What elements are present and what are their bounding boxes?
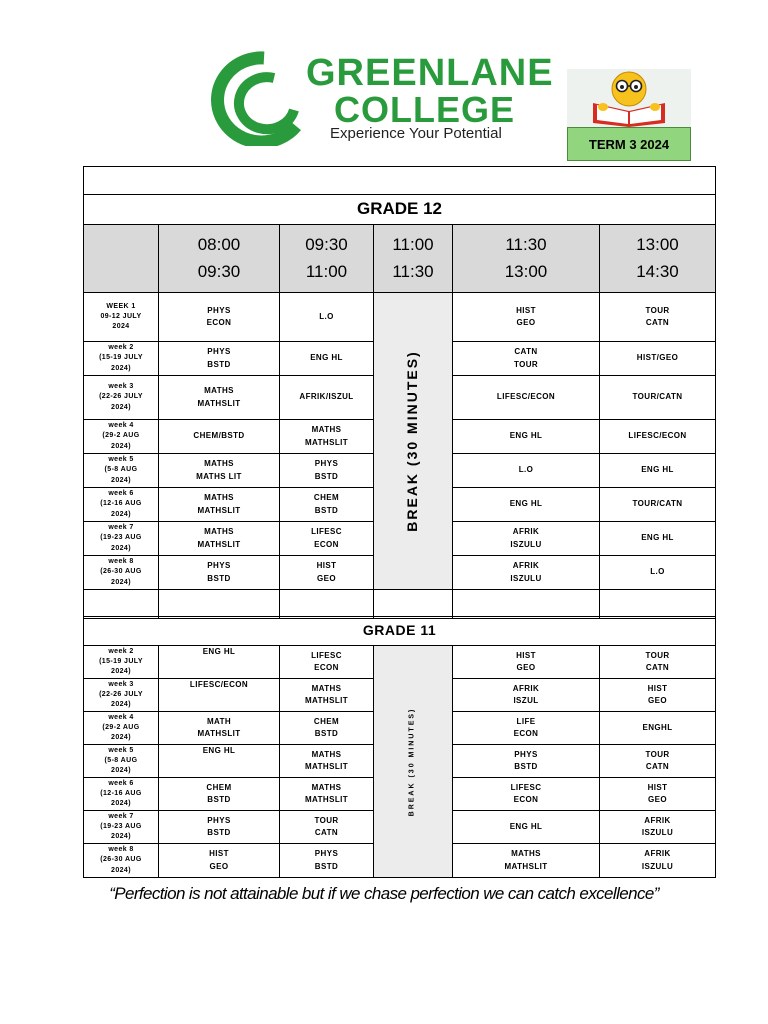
subject-cell [453, 376, 600, 420]
term-badge [567, 69, 691, 163]
subject-cell [280, 778, 374, 811]
cell-line: L.O [518, 465, 534, 475]
cell-line: 2024) [111, 668, 131, 676]
week-label [84, 778, 159, 811]
cell-line: AFRIK [644, 815, 671, 825]
subject-cell [453, 778, 600, 811]
cell-line: HIST/GEO [636, 353, 679, 363]
subject-cell [280, 844, 374, 878]
cell-line: GEO [516, 318, 536, 327]
week-label [84, 679, 159, 712]
cell-line: 2024 [112, 323, 130, 331]
subject-cell [280, 679, 374, 712]
cell-line: ISZULU [641, 861, 674, 871]
week-label [84, 556, 159, 590]
time-slot-4 [453, 225, 600, 293]
subject-cell [600, 811, 716, 844]
subject-cell [280, 556, 374, 590]
grade11-row [84, 646, 716, 679]
cell-line: BSTD [207, 795, 231, 804]
subject-cell [280, 522, 374, 556]
cell-line: (26-30 AUG [100, 856, 142, 864]
subject-cell [453, 420, 600, 454]
cell-line: PHYS [514, 749, 538, 759]
subject-cell [280, 712, 374, 745]
time-end: 09:30 [197, 261, 241, 281]
cell-line: BSTD [207, 573, 231, 583]
subject-cell [159, 844, 280, 878]
subject-cell [453, 745, 600, 778]
week-label [84, 811, 159, 844]
cell-line: BSTD [207, 828, 231, 837]
cell-line: CHEM [313, 493, 340, 503]
break-label: BREAK (30 MINUTES) [404, 350, 421, 532]
subject-cell [280, 342, 374, 376]
cell-line: PHYS [207, 815, 231, 825]
subject-cell [600, 778, 716, 811]
cell-line: MATHS [511, 849, 541, 859]
week-label [84, 712, 159, 745]
week-label [84, 293, 159, 342]
time-start: 11:00 [392, 235, 434, 255]
cell-line: (5-8 AUG [104, 466, 138, 474]
cell-line: GEO [317, 573, 336, 583]
cell-line: (29-2 AUG [102, 723, 140, 731]
cell-line: ENG HL [310, 353, 343, 363]
subject-cell [280, 745, 374, 778]
week-label [84, 488, 159, 522]
cell-line: CATN [645, 663, 670, 672]
subject-cell [159, 778, 280, 811]
cell-line: HIST [209, 849, 229, 859]
subject-cell [453, 342, 600, 376]
time-end: 11:30 [392, 261, 434, 281]
subject-cell [280, 420, 374, 454]
break-cell [374, 646, 453, 878]
subject-cell [159, 342, 280, 376]
subject-cell [453, 712, 600, 745]
subject-cell [280, 811, 374, 844]
cell-line: CHEM/BSTD [193, 431, 245, 441]
cell-line: ENG HL [641, 465, 674, 475]
cell-line: BSTD [207, 359, 231, 369]
cell-line: week 3 [108, 680, 134, 688]
cell-line: ENG HL [509, 499, 543, 509]
footer-quote: “Perfection is not attainable but if we chase perfection we can catch excellence” [109, 884, 659, 903]
cell-line: AFRIK/ISZUL [299, 392, 354, 402]
cell-line: (12-16 AUG [100, 500, 142, 508]
cell-line: BSTD [514, 762, 538, 771]
time-start: 13:00 [636, 235, 679, 255]
subject-cell [159, 646, 280, 679]
cell-line: 2024) [111, 544, 131, 552]
time-start: 09:30 [305, 235, 348, 255]
brand-name: GREENLANE [306, 52, 554, 94]
cell-line: MATHSLIT [504, 861, 548, 871]
cell-line: GEO [209, 861, 229, 871]
subject-cell [159, 420, 280, 454]
cell-line: LIFESC [311, 527, 342, 537]
subject-cell [600, 522, 716, 556]
spacer-row [84, 167, 716, 195]
cell-line: week 5 [108, 456, 134, 464]
subject-cell [280, 293, 374, 342]
cell-line: MATHS [204, 386, 234, 396]
week-label [84, 844, 159, 878]
subject-cell [159, 712, 280, 745]
corner-cell [84, 225, 159, 293]
cell-line: (15-19 JULY [99, 657, 143, 665]
cell-line: MATH [206, 716, 232, 726]
cell-line: AFRIK [512, 561, 540, 571]
cell-line: CATN [645, 762, 670, 771]
cell-line: PHYS [314, 849, 339, 859]
cell-line: MATHSLIT [304, 696, 349, 705]
cell-line: 2024) [111, 800, 131, 808]
cell-line: (22-26 JULY [99, 690, 143, 698]
empty-cell [374, 590, 453, 619]
cell-line: (22-26 JULY [99, 393, 143, 401]
subject-cell [600, 420, 716, 454]
subject-cell [453, 646, 600, 679]
cell-line: week 7 [108, 524, 134, 532]
subject-cell [159, 811, 280, 844]
time-slot-3 [374, 225, 453, 293]
break-label: BREAK (30 MINUTES) [408, 707, 416, 816]
cell-line: MATHS [204, 527, 234, 537]
cell-line: MATHSLIT [304, 762, 349, 771]
cell-line: MATHS [311, 425, 342, 435]
cell-line: week 2 [108, 344, 134, 352]
cell-line: TOUR [645, 305, 670, 315]
subject-cell [159, 454, 280, 488]
cell-line: HIST [316, 561, 337, 571]
cell-line: (29-2 AUG [102, 432, 140, 440]
cell-line: PHYS [207, 561, 231, 571]
subject-cell [159, 522, 280, 556]
subject-cell [453, 293, 600, 342]
cell-line: 2024) [111, 866, 131, 874]
cell-line: 2024) [111, 476, 131, 484]
empty-cell [84, 167, 716, 195]
cell-line: LIFESC [311, 650, 342, 660]
cell-line: MATHS [311, 782, 342, 792]
time-end: 13:00 [504, 261, 548, 281]
cell-line: PHYS [314, 459, 339, 469]
cell-line: 2024) [111, 578, 131, 586]
subject-cell [159, 679, 280, 712]
subject-cell [600, 745, 716, 778]
time-start: 11:30 [505, 235, 547, 255]
cell-line: CATN [314, 828, 339, 837]
time-slot-2 [280, 225, 374, 293]
cell-line: GEO [516, 663, 536, 672]
cell-line: (5-8 AUG [104, 756, 138, 764]
cell-line: ECON [513, 795, 539, 804]
subject-cell [159, 293, 280, 342]
blank-row [84, 590, 716, 619]
cell-line: PHYS [207, 347, 231, 357]
cell-line: HIST [516, 305, 536, 315]
subject-cell [280, 454, 374, 488]
cell-line: 2024) [111, 767, 131, 775]
cell-line: ISZULU [510, 573, 542, 583]
cell-line: week 4 [108, 713, 134, 721]
cell-line: 2024) [111, 364, 131, 372]
cell-line: 2024) [111, 701, 131, 709]
time-start: 08:00 [197, 235, 241, 255]
cell-line: week 8 [108, 558, 134, 566]
subject-cell [280, 376, 374, 420]
cell-line: MATHS [204, 493, 234, 503]
cell-line: 09-12 JULY [100, 312, 142, 320]
cell-line: CATN [514, 347, 538, 357]
week-label [84, 646, 159, 679]
subject-cell [159, 376, 280, 420]
cell-line: AFRIK [512, 683, 540, 693]
subject-cell [453, 454, 600, 488]
subject-cell [600, 488, 716, 522]
cell-line: HIST [516, 650, 536, 660]
cell-line: BSTD [314, 861, 339, 871]
subject-cell [600, 646, 716, 679]
cell-line: ENG HL [509, 431, 543, 441]
cell-line: MATHSLIT [197, 539, 241, 549]
subject-cell [600, 342, 716, 376]
week-label [84, 376, 159, 420]
break-cell [374, 293, 453, 590]
subject-cell [280, 488, 374, 522]
cell-line: LIFESC/ECON [189, 680, 249, 689]
cell-line: 2024) [111, 510, 131, 518]
empty-cell [159, 590, 280, 619]
cell-line: 2024) [111, 442, 131, 450]
cell-line: 2024) [111, 403, 131, 411]
cell-line: CATN [645, 318, 670, 327]
grade12-title: GRADE 12 [84, 195, 716, 225]
cell-line: LIFESC/ECON [496, 392, 556, 402]
subject-cell [600, 556, 716, 590]
time-slot-5 [600, 225, 716, 293]
time-end: 14:30 [636, 261, 679, 281]
time-end: 11:00 [305, 261, 348, 281]
cell-line: 2024) [111, 734, 131, 742]
cell-line: ECON [513, 729, 539, 738]
subject-cell [600, 454, 716, 488]
cell-line: ISZUL [513, 696, 539, 705]
cell-line: ECON [314, 539, 339, 549]
cell-line: LIFESC/ECON [628, 431, 687, 441]
cell-line: (26-30 AUG [100, 568, 142, 576]
cell-line: TOUR [645, 650, 670, 660]
week-label [84, 454, 159, 488]
cell-line: ISZULU [641, 828, 674, 837]
term-label: TERM 3 2024 [567, 127, 691, 161]
cell-line: MATHS [311, 683, 342, 693]
cell-line: (19-23 AUG [100, 822, 142, 830]
grade11-title-row [84, 617, 716, 646]
cell-line: WEEK 1 [106, 302, 136, 310]
cell-line: CHEM [313, 716, 340, 726]
cell-line: week 4 [108, 422, 134, 430]
cell-line: LIFESC [510, 782, 542, 792]
cell-line: week 7 [108, 812, 134, 820]
cell-line: MATHSLIT [304, 795, 349, 804]
tagline: Experience Your Potential [330, 125, 502, 142]
week-label [84, 522, 159, 556]
grade12-row [84, 293, 716, 342]
grade12-title-row [84, 195, 716, 225]
brand-subname: COLLEGE [334, 89, 516, 130]
cell-line: BSTD [314, 505, 339, 515]
subject-cell [453, 811, 600, 844]
cell-line: GEO [648, 795, 667, 804]
cell-line: 2024) [111, 833, 131, 841]
cell-line: TOUR/CATN [632, 499, 683, 509]
subject-cell [453, 522, 600, 556]
subject-cell [453, 679, 600, 712]
cell-line: TOUR [314, 815, 339, 825]
empty-cell [453, 590, 600, 619]
cell-line: week 5 [108, 746, 134, 754]
empty-cell [84, 590, 159, 619]
cell-line: CHEM [206, 782, 232, 792]
time-header-row [84, 225, 716, 293]
cell-line: MATHSLIT [197, 398, 241, 408]
cell-line: ENG HL [509, 821, 543, 831]
cell-line: (12-16 AUG [100, 789, 142, 797]
cell-line: ENG HL [641, 533, 674, 543]
grade11-timetable [83, 616, 716, 878]
cell-line: (15-19 JULY [99, 354, 143, 362]
subject-cell [159, 745, 280, 778]
cell-line: MATHS [204, 459, 234, 469]
subject-cell [600, 844, 716, 878]
subject-cell [600, 376, 716, 420]
cell-line: AFRIK [512, 527, 540, 537]
subject-cell [453, 556, 600, 590]
subject-cell [600, 679, 716, 712]
subject-cell [600, 712, 716, 745]
reading-emoji-icon [567, 69, 691, 127]
week-label [84, 342, 159, 376]
cell-line: HIST [647, 683, 668, 693]
cell-line: week 8 [108, 846, 134, 854]
cell-line: MATHSLIT [304, 437, 349, 447]
subject-cell [159, 488, 280, 522]
empty-cell [600, 590, 716, 619]
cell-line: MATHSLIT [197, 505, 241, 515]
week-label [84, 420, 159, 454]
cell-line: MATHS [311, 749, 342, 759]
cell-line: ISZULU [510, 539, 542, 549]
subject-cell [453, 844, 600, 878]
cell-line: MATHS LIT [196, 471, 242, 481]
cell-line: TOUR [645, 749, 670, 759]
subject-cell [280, 646, 374, 679]
cell-line: BSTD [314, 471, 339, 481]
cell-line: TOUR [513, 359, 539, 369]
cell-line: ENG HL [202, 647, 236, 656]
subject-cell [600, 293, 716, 342]
subject-cell [159, 556, 280, 590]
college-logo [186, 50, 561, 146]
cell-line: week 2 [108, 647, 134, 655]
cell-line: ECON [206, 318, 232, 327]
cell-line: week 3 [108, 383, 134, 391]
cell-line: GEO [648, 696, 667, 705]
logo-swoosh-icon [186, 50, 306, 146]
cell-line: week 6 [108, 779, 134, 787]
cell-line: HIST [647, 782, 668, 792]
cell-line: TOUR/CATN [632, 392, 683, 402]
empty-cell [280, 590, 374, 619]
cell-line: L.O [319, 311, 334, 321]
cell-line: PHYS [207, 305, 231, 315]
cell-line: ENGHL [642, 722, 673, 732]
week-label [84, 745, 159, 778]
cell-line: MATHSLIT [197, 729, 241, 738]
subject-cell [453, 488, 600, 522]
time-slot-1 [159, 225, 280, 293]
grade12-timetable [83, 166, 716, 619]
cell-line: ENG HL [202, 746, 236, 755]
cell-line: AFRIK [644, 849, 671, 859]
cell-line: BSTD [314, 729, 339, 738]
cell-line: week 6 [108, 490, 134, 498]
cell-line: LIFE [516, 716, 536, 726]
cell-line: (19-23 AUG [100, 534, 142, 542]
cell-line: ECON [314, 663, 339, 672]
grade11-title: GRADE 11 [84, 617, 716, 646]
cell-line: L.O [650, 567, 665, 577]
